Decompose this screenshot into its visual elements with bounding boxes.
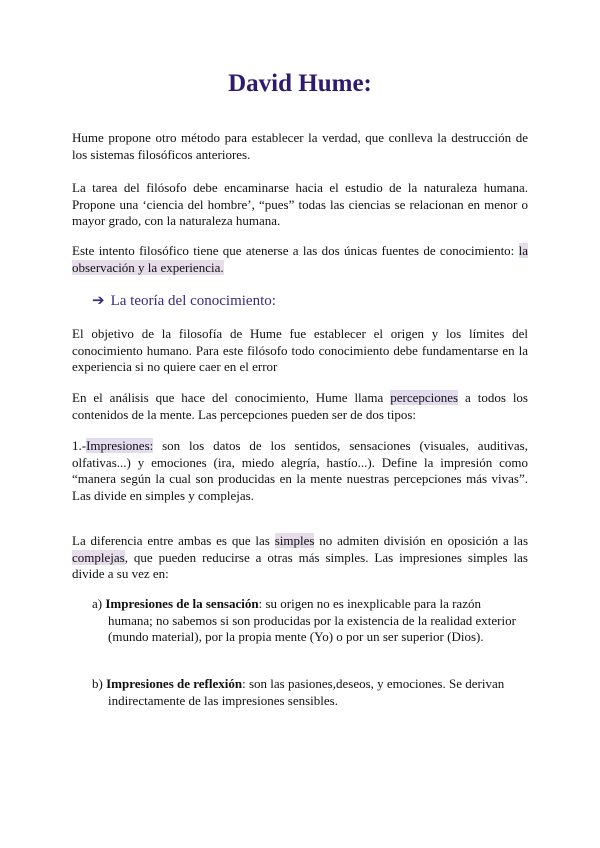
- list-item-reflection: [92, 676, 528, 709]
- list-item-continuation: humana; no sabemos si son producidas por la existencia de la realidad exterior (mundo material), por la propia mente (Yo) o por un ser superior (Dios).: [108, 612, 516, 644]
- paragraph-intro: [72, 130, 528, 163]
- highlight-observation: la observación y la experiencia.: [72, 243, 528, 275]
- paragraph-text: a todos los contenidos de la mente. Las percepciones pueden ser de dos tipos:: [72, 390, 528, 422]
- paragraph-task: [72, 180, 528, 230]
- section-heading: [92, 291, 276, 310]
- paragraph-objective: [72, 326, 528, 376]
- list-item-sensation: [92, 596, 528, 646]
- paragraph-sources: [72, 243, 528, 276]
- arrow-icon: ➔: [92, 293, 105, 309]
- list-item-text: : su origen no es inexplicable para la razón: [258, 596, 481, 611]
- list-item-text: : son las pasiones,deseos, y emociones. Se derivan: [242, 676, 505, 691]
- paragraph-text: son los datos de los sentidos, sensaciones (visuales, auditivas, olfativas...) y emociones (ira, miedo alegría, hastío...). Define la impresión como “manera según la cual son producidas en la mente nuestras percepciones más vivas”. Las divide en simples y complejas.: [72, 438, 528, 503]
- section-title: La teoría del conocimiento:: [110, 293, 276, 309]
- list-item-first-line: [92, 676, 528, 693]
- paragraph-impressions: [72, 438, 528, 504]
- item-number: 1.-: [72, 438, 87, 453]
- paragraph-text: La diferencia entre ambas es que las: [72, 533, 275, 548]
- paragraph-text: El objetivo de la filosofía de Hume fue establecer el origen y los límites del conocimiento humano. Para este filósofo todo conocimiento debe fundamentarse en la experiencia si no quiere caer en el error: [72, 326, 528, 374]
- page-title: David Hume:: [228, 70, 372, 97]
- highlight-percepciones: percepciones: [390, 390, 459, 405]
- paragraph-text: no admiten división en oposición a las: [314, 533, 528, 548]
- paragraph-difference: [72, 533, 528, 583]
- list-marker: a): [92, 596, 103, 611]
- paragraph-text: , que pueden reducirse a otras más simples. Las impresiones simples las divide a su vez en:: [72, 549, 528, 581]
- paragraph-text: En el análisis que hace del conocimiento, Hume llama: [72, 390, 391, 405]
- highlight-simples: simples: [274, 533, 315, 548]
- highlight-impresiones: Impresiones:: [86, 438, 154, 453]
- list-item-first-line: [92, 596, 528, 613]
- list-marker: b): [92, 676, 103, 691]
- paragraph-text: Este intento filosófico tiene que atenerse a las dos únicas fuentes de conocimiento:: [72, 243, 519, 258]
- paragraph-perceptions: [72, 390, 528, 423]
- paragraph-text: Hume propone otro método para establecer la verdad, que conlleva la destrucción de los sistemas filosóficos anteriores.: [72, 130, 528, 162]
- paragraph-text: La tarea del filósofo debe encaminarse hacia el estudio de la naturaleza humana. Propone una ‘ciencia del hombre’, “pues” todas las ciencias se relacionan en menor o mayor grado, con la naturaleza humana.: [72, 180, 528, 228]
- list-item-continuation: indirectamente de las impresiones sensibles.: [108, 692, 338, 708]
- list-item-heading: Impresiones de la sensación: [105, 596, 259, 611]
- highlight-complejas: complejas: [72, 549, 125, 565]
- list-item-heading: Impresiones de reflexión: [106, 676, 243, 691]
